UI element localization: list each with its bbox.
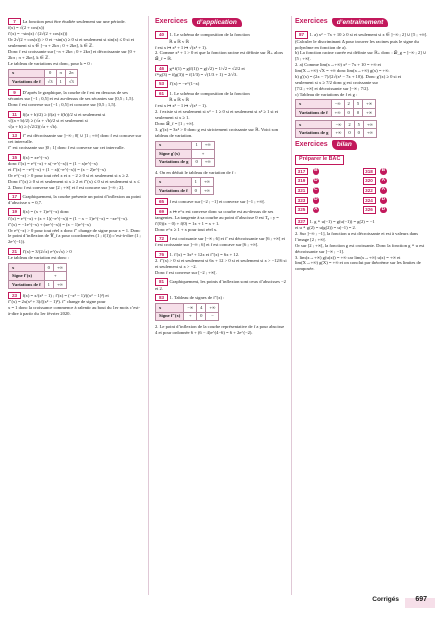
bilan-number: 323 (295, 197, 308, 204)
exercise-15 (8, 154, 143, 191)
table-cell: 0 (353, 108, 362, 116)
exercise-327 (295, 218, 430, 272)
table-cell: +∞ (201, 158, 214, 166)
answer-badge: A (381, 177, 386, 183)
exercise-text: D’après le graphique, la courbe de f est en dessous de ses sécantes sur [−1 ; 0,5] et est au-dessus de ses sécantes sur [0,5 ; 1,5]. (8, 89, 135, 102)
bilan-number: 326 (363, 206, 376, 213)
bilan-number: 319 (295, 177, 308, 184)
exercise-number: 72 (155, 235, 168, 242)
table-header: Signe f′(x) (9, 272, 45, 280)
exercise-line: 2. Comme x² + 1 > 0 et que la fonction racine est définie sur ℝ₊ alors 𝒟_f = ℝ. (155, 50, 284, 62)
exercise-46 (155, 65, 287, 78)
exercise-7 (8, 18, 143, 86)
table-header: Variations de g (296, 129, 332, 137)
exercise-53 (155, 80, 287, 87)
table-header: x (9, 69, 45, 77)
exercise-line: Or 2√(2 + cos(x)) > 0 et −sin(x) ≥ 0 si et seulement si sin(x) ≤ 0 si et seulement si x ∈ [−π + 2kπ ; 0 + 2kπ], k ∈ ℤ. (8, 37, 135, 49)
section-tag: bilan (332, 140, 357, 149)
exercise-number: 23 (8, 292, 21, 299)
exercise-text: La fonction peut être étudiée seulement sur une période. (22, 19, 126, 24)
exercise-text: f(x) = xe^(−x) (22, 154, 49, 160)
variation-table (155, 141, 215, 167)
table-cell: 1 (192, 141, 201, 149)
exercise-line: x = 1 donc la croissance commence à ralentir au bout du 1er mois c’est-à-dire à partir du 1er février 2020. (8, 305, 140, 316)
table-header: Variations de f (9, 280, 45, 288)
answer-badge: D (314, 196, 318, 202)
exercise-17 (8, 193, 143, 206)
exercise-76 (155, 251, 287, 276)
table-cell: 0 (344, 108, 353, 116)
section-tag: d’application (192, 18, 242, 27)
sign-table (155, 303, 219, 321)
bilan-item (363, 187, 431, 194)
exercise-9 (8, 89, 143, 108)
table-cell: +∞ (53, 263, 66, 271)
exercise-line: b) La fonction racine carrée est définie sur ℝ₊ donc : 𝒟_g = ]−∞ ; 2] ∪ [5 ; +∞[. (295, 50, 427, 62)
exercise-text: 1. Le schéma de composition de la fonction (169, 91, 250, 97)
exercise-number: 65 (155, 198, 168, 205)
column-separator (148, 16, 149, 595)
table-cell: − (206, 312, 219, 320)
table-header: Variations de f (9, 78, 45, 86)
exercise-text: Graphiquement, les points d’inflexion sont ceux d’abscisses −2 et 2. (155, 279, 286, 291)
bilan-answers (295, 168, 430, 214)
table-cell: +∞ (363, 100, 376, 108)
exercise-19 (8, 208, 143, 245)
answer-badge: B (314, 167, 318, 173)
table-cell: +∞ (363, 108, 376, 116)
table-header: x (296, 100, 332, 108)
exercise-number: 13 (8, 132, 21, 139)
exercise-line: ℝ u ℝ v ℝ (169, 38, 190, 44)
table-cell: +∞ (332, 129, 345, 137)
table-cell: +∞ (200, 186, 213, 194)
table-header: Signe g′(x) (156, 150, 192, 158)
exercise-text: f(x) = x/(x² − 1) ; f′(x) = (−x² − 1)/((x² − 1)²) et (22, 292, 109, 298)
section-title: Exercices (155, 18, 188, 26)
table-cell: −∞ (332, 120, 345, 128)
exercise-line: 2. f existe si et seulement si x³ − 1 ≥ 0 si et seulement si x³ ≥ 1 si et seulement si x ≥ 1. (155, 109, 279, 121)
exercise-text: 1. g ∘ u(−1) = g(u(−1)) = g(2) = −1 (309, 218, 375, 224)
bilan-item (363, 197, 431, 204)
exercise-number: 7 (8, 18, 21, 25)
footer-section-label: Corrigés (372, 595, 399, 603)
variation-table (155, 177, 214, 195)
bilan-item (295, 187, 363, 194)
exercise-number: 40 (155, 31, 168, 38)
exercise-number: 17 (8, 193, 21, 200)
table-cell: 5 (354, 120, 363, 128)
exercise-line: Donc f est convexe sur [−1 ; 0,5] et concave sur [0,5 ; 1,5]. (8, 102, 117, 108)
exercise-65 (155, 198, 287, 205)
exercise-line: 3. g′(x) = 3x² > 0 donc g est strictement croissante sur ℝ. Voici son tableau de variation. (155, 126, 279, 138)
answer-badge: A (381, 187, 386, 193)
exercise-number: 53 (155, 80, 168, 87)
table-cell: 0 (197, 312, 206, 320)
exercise-line: Or sur [2 ; +∞[, la fonction g est croissante. Donc la fonction g ∘ u est décroissante sur ]−∞ ; −1]. (295, 242, 425, 254)
exercise-line: 4. On en déduit le tableau de variation de f : (155, 169, 236, 175)
exercise-line: 2. Sur ]−∞ ; −1], la fonction u est décroissante et est à valeurs dans l’image [2 ; +∞[. (295, 231, 419, 242)
bilan-number: 318 (363, 168, 376, 175)
exercise-21 (8, 248, 143, 290)
exercise-line: f″ est croissante sur ]0 ; 1[ donc f est convexe sur cet intervalle. (8, 145, 125, 151)
table-cell: +∞ (201, 141, 214, 149)
table-header: x (9, 263, 45, 271)
table-cell: +∞ (363, 120, 376, 128)
exercise-line: Donc 𝒟_f = [1 ; +∞[. (155, 120, 195, 126)
table-cell: −∞ (331, 100, 344, 108)
section-tag: d’entraînement (332, 18, 389, 27)
bilan-number: 321 (295, 187, 308, 194)
exercise-number: 69 (155, 208, 168, 215)
exercise-87 (295, 31, 430, 138)
table-cell: 5 (353, 100, 362, 108)
exercise-line: 2. Le point d’inflexion de la courbe représentative de f a pour abscisse 4 et pour ordonnée 6 + (6 − 4)e^(4−6) = 6 + 2e^(−2). (155, 323, 285, 335)
exercise-text: f(x) = (x + 1)e^(−x) donc (22, 209, 70, 215)
table-cell: 0 (44, 263, 53, 271)
exercise-line: et f″(x) = −e^(−x) + (1 − x)(−e^(−x)) = (x − 2)e^(−x) (8, 166, 106, 172)
exercise-number: 11 (8, 111, 21, 118)
column-right (295, 18, 430, 275)
table-header: Variations de g (156, 158, 192, 166)
exercise-line: 2. a) Comme lim(x→+∞) x² − 7x + 10 = +∞ et (295, 62, 381, 68)
answer-badge: C (314, 187, 318, 193)
exercise-text: f est concave sur [−2 ; −1] et convexe sur [−1 ; +∞[. (169, 198, 266, 204)
table-cell: + (192, 150, 214, 158)
table-header: x (296, 120, 332, 128)
exercise-number: 15 (8, 154, 21, 161)
exercise-69 (155, 208, 287, 233)
exercise-text: Graphiquement, la courbe présente un point d’inflexion au point d’abscisse x = 0,7. (8, 193, 141, 206)
table-cell: 1 (56, 78, 65, 86)
exercise-83 (155, 294, 287, 336)
table-cell: 1 (44, 280, 53, 288)
exercise-line: lim(X→+∞) g(X) = +∞ et on conclut par théorème sur les limites de composée. (295, 260, 421, 272)
bilan-item (295, 206, 363, 213)
bilan-item (295, 168, 363, 175)
exercise-text: f′(x) = 3/(2√x) e^(x√x) > 0 (22, 248, 72, 254)
exercise-text: x ↦ e^x est convexe donc sa courbe est au-dessus de ses tangentes. La tangente à sa courbe au point d’abscisse 0 est T₀ : y = f′(0)(x − 0) + f(0) = 1x + 1 = x + 1. (155, 208, 279, 226)
bilan-number: 322 (363, 187, 376, 194)
table-cell: +∞ (206, 304, 219, 312)
exercise-line: f∘g(3) = f(g(3)) = f(1/3) = √(1/3 + 1) = 2/√3. (155, 72, 238, 78)
exercise-line: Donc f est convexe sur [−2 ; +∞[. (155, 269, 217, 275)
exercise-line: ℝ u ℝ v ℝ (169, 97, 190, 103)
exercise-number: 83 (155, 294, 168, 301)
exercise-number: 46 (155, 65, 168, 72)
variation-table (8, 263, 67, 289)
bilan-item (295, 177, 363, 184)
table-cell: π (56, 69, 65, 77)
column-left (8, 18, 143, 319)
exercise-line: b) g′(x) = (2x − 7)/(2√(x² − 7x + 10)). Donc g′(x) ≥ 0 si et (295, 73, 402, 79)
table-cell: +∞ (200, 178, 213, 186)
exercise-line: f(x) = √(2 + cos(x)) (8, 25, 45, 31)
exercise-line: √((a + b)/2) ≥ (√a + √b)/2 si et seulement si (8, 117, 88, 123)
exercise-line: Le tableau de variation est donc : (8, 255, 69, 261)
exercise-line: 2. f″(x) > 0 si et seulement si 6x + 12 > 0 si et seulement si x > −12/6 si et seulement si x > −2. (155, 258, 287, 269)
table-cell: −∞ (184, 304, 197, 312)
table-cell: 0 (44, 69, 56, 77)
variation-table-g (295, 120, 377, 138)
table-header: x (156, 304, 184, 312)
exercise-line: f est x ↦ x² + 1 ↦ √(x² + 1). (155, 44, 207, 50)
exercise-line: f′(x) = e^(−x) + (x + 1)(−e^(−x)) = (1 − x − 1)e^(−x) = −xe^(−x). (8, 215, 128, 221)
exercise-23 (8, 292, 143, 317)
table-cell: + (44, 272, 66, 280)
table-cell: √3 (65, 78, 77, 86)
exercise-text: 1. Le schéma de composition de la fonction (169, 32, 250, 38)
exercise-number: 327 (295, 218, 308, 225)
section-title: Exercices (295, 140, 328, 148)
exercise-text: 1. a) x² − 7x + 10 ≥ 0 si et seulement si x ∈ ]−∞ ; 2] ∪ [5 ; +∞[. (Calculer le discriminant Δ pour trouver les racines puis le signe du polynôme en fonction de a). (295, 32, 428, 50)
exercise-line: Donc f″(x) ≥ 0 si et seulement si x ≥ 2 et f″(x) ≤ 0 si et seulement si x ≤ 2. Donc f est convexe sur [2 ; +∞[ et f est concave sur ]−∞ ; 2]. (8, 178, 140, 190)
column-separator (291, 16, 292, 595)
exercise-line: Donc f est croissante sur [−π + 2kπ ; 0 + 2kπ] et décroissante sur [0 + 2kπ ; π + 2kπ], k ∈ ℤ. (8, 48, 136, 60)
exercise-text: f est croissante sur ]−∞ ; 6] et f′ est décroissante sur [6 ; +∞[ et f est croissante sur ]−∞ ; 6] et f est concave sur [6 ; +∞[. (155, 236, 285, 248)
table-cell: 0 (354, 129, 363, 137)
section-title: Exercices (295, 18, 328, 26)
exercise-40 (155, 31, 287, 62)
table-cell: 1 (191, 178, 200, 186)
exercise-line: Donc e^x ≥ 1 + x pour tout réel x. (155, 226, 218, 232)
page-number: 697 (415, 596, 427, 604)
exercise-line: seulement si x ≥ 7/2 donc g est croissante sur (295, 79, 379, 85)
section-header-bilan (295, 140, 430, 149)
bilan-number: 320 (363, 177, 376, 184)
exercise-line: Or e^(−x) > 0 pour tout réel x donc f″ change de signe pour x = 1. Donc le point d’inflexion de 𝒞_f a pour coordonnées (1 ; f(1)) c’est-à-dire (1 ; 2e^(−1)). (8, 227, 141, 245)
exercise-61 (155, 90, 287, 195)
exercise-81 (155, 278, 287, 291)
exercise-text: f″ est décroissante sur ]−∞ ; 0[ ∪ ]1 ; +∞[ donc f est concave sur cet intervalle. (8, 133, 142, 145)
exercise-number: 21 (8, 248, 21, 255)
exercise-number: 76 (155, 251, 168, 258)
table-cell: +∞ (363, 129, 376, 137)
variation-table (8, 69, 78, 87)
bilan-number: 317 (295, 168, 308, 175)
table-header: x (156, 178, 192, 186)
exercise-number: 9 (8, 89, 21, 96)
column-middle (155, 18, 287, 338)
exercise-line: f est x ↦ x³ − 1 ↦ √(x³ − 1). (155, 103, 207, 109)
exercise-number: 87 (295, 31, 308, 38)
exercise-line: et u ∘ g(2) = u(g(2)) = u(−1) = 2. (295, 225, 356, 231)
table-header: Variations de f (156, 186, 192, 194)
bilan-item (363, 168, 431, 175)
exercise-number: 61 (155, 90, 168, 97)
exercise-11 (8, 111, 143, 130)
exercise-13 (8, 132, 143, 151)
exercise-72 (155, 235, 287, 248)
table-cell: 0 (345, 129, 354, 137)
table-cell: +∞ (53, 280, 66, 288)
exercise-number: 81 (155, 278, 168, 285)
bilan-number: 324 (363, 197, 376, 204)
exercise-number: 19 (8, 208, 21, 215)
exercise-text: f′(x) = −e^(1−x) (169, 81, 200, 87)
variation-table-f (295, 99, 376, 117)
table-cell: √3 (44, 78, 56, 86)
table-cell: 0 (192, 158, 201, 166)
section-header-entrainement (295, 18, 430, 27)
exercise-line: f′(x) = −sin(x) / (2√(2 + cos(x))) (8, 31, 68, 37)
table-header: x (156, 141, 192, 149)
table-cell: 4 (197, 304, 206, 312)
answer-badge: A (314, 206, 318, 212)
exercise-line: donc f′(x) = e^(−x) + x(−e^(−x)) = (1 − x)e^(−x) (8, 161, 98, 167)
exercise-line: 3. lim(x→+∞) g(u(x)) = +∞ car lim(x→+∞) u(x) = +∞ et (295, 254, 401, 260)
answer-badge: D (381, 206, 386, 212)
table-cell: +∞ (331, 108, 344, 116)
exercise-line: Or e^(−x) > 0 pour tout réel x et x − 2 ≥ 0 si et seulement si x ≥ 2. (8, 172, 130, 178)
exercise-line: [7/2 ; +∞[ et décroissante sur ]−∞ ; 7/2]. (295, 85, 370, 91)
answer-badge: B (381, 167, 386, 173)
exercise-line: Le tableau de variations est donc, pour k = 0 : (8, 60, 93, 66)
exercise-line: c) Tableau de variations de f et g : (295, 91, 358, 97)
answer-badge: D (314, 177, 318, 183)
exercise-text: 1. Tableau de signes de f″(x) : (169, 294, 225, 300)
section-header-application (155, 18, 287, 27)
bilan-item (295, 197, 363, 204)
exercise-text: 1. f′(x) = 3x² + 12x et f″(x) = 6x + 12. (169, 251, 240, 257)
exercise-text: g∘f(1) = g(f(1)) = g(√2) = 1/√2 = √2/2 et (169, 65, 245, 71)
table-cell: 2 (345, 120, 354, 128)
table-header: Variations de f (296, 108, 332, 116)
table-cell: 2π (65, 69, 77, 77)
table-header: Signe f″(x) (156, 312, 184, 320)
table-cell: 2 (344, 100, 353, 108)
bilan-item (363, 206, 431, 213)
prep-bac-label: Préparer le BAC (295, 155, 344, 165)
exercise-text: f((a + b)/2) ≥ (f(a) + f(b))/2 si et seulement si (22, 111, 106, 117)
table-cell: 0 (191, 186, 200, 194)
bilan-item (363, 177, 431, 184)
bilan-number: 325 (295, 206, 308, 213)
answer-badge: D (381, 196, 386, 202)
table-cell: + (184, 312, 197, 320)
exercise-line: f″(x) = 2x(x² + 3)/((x² − 1)³). f″ change de signe pour (8, 299, 106, 305)
exercise-line: √(a + b) ≥ (√2/2)(√a + √b). (8, 123, 58, 129)
exercise-line: lim(X→+∞) √X = +∞ donc lim(x→+∞) g(x) = +∞. (295, 68, 390, 74)
exercise-line: f″(x) = −1e^(−x) + (xe^(−x)) = (x − 1)e^(−x) (8, 221, 91, 227)
